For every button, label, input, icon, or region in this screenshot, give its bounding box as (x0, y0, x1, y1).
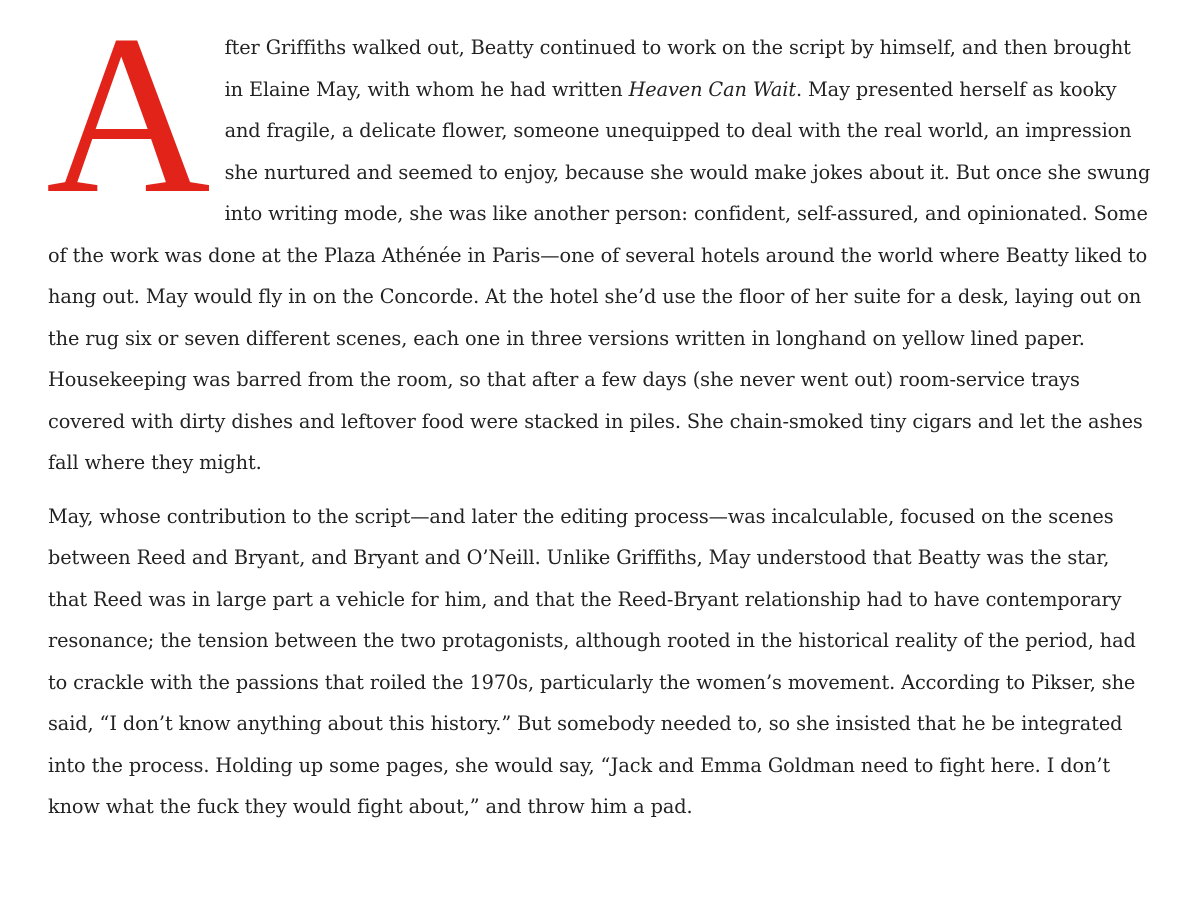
film-title: Heaven Can Wait (628, 77, 796, 101)
paragraph-1-text-start: fter Griffiths walked out, Beatty continued to work on the script by himself, and then brought in Elaine May, with whom he had written (224, 36, 1131, 101)
article-body (46, 0, 1152, 828)
paragraph-1-text-rest: . May presented herself as kooky and fragile, a delicate flower, someone unequipped to deal with the real world, an impression she nurtured and seemed to enjoy, because she would make jokes about it. But once she swung into writing mode, she was like another person: confident, self-assured, and opinionated. Some of the work was done at the Plaza Athénée in Paris—one of several hotels around the world where Beatty liked to hang out. May would fly in on the Concorde. At the hotel she’d use the floor of her suite for a desk, laying out on the rug six or seven different scenes, each one in three versions written in longhand on yellow lined paper. Housekeeping was barred from the room, so that after a few days (she never went out) room-service trays covered with dirty dishes and leftover food were stacked in piles. She chain-smoked tiny cigars and let the ashes fall where they might. (48, 77, 1151, 474)
drop-cap: A (46, 0, 211, 241)
paragraph-2: May, whose contribution to the script—and later the editing process—was incalculable, focused on the scenes between Reed and Bryant, and Bryant and O’Neill. Unlike Griffiths, May understood that Beatty was the star, that Reed was in large part a vehicle for him, and that the Reed-Bryant relationship had to have contemporary resonance; the tension between the two protagonists, although rooted in the historical reality of the period, had to crackle with the passions that roiled the 1970s, particularly the women’s movement. According to Pikser, she said, “I don’t know anything about this history.” But somebody needed to, so she insisted that he be integrated into the process. Holding up some pages, she would say, “Jack and Emma Goldman need to fight here. I don’t know what the fuck they would fight about,” and throw him a pad. (48, 504, 1136, 818)
paragraph-1 (46, 0, 1152, 484)
